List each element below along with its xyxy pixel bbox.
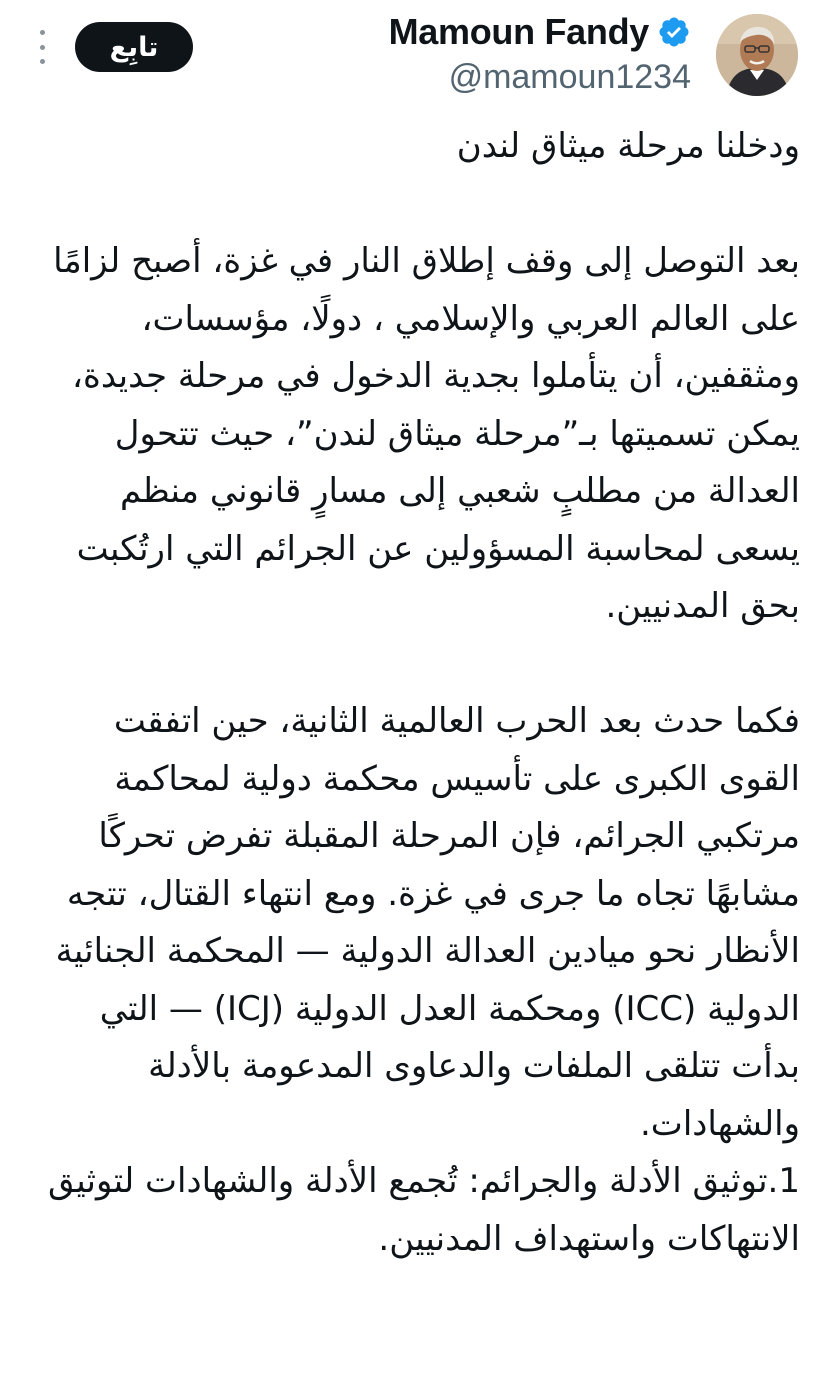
more-vertical-icon xyxy=(40,30,45,35)
more-dot xyxy=(40,59,45,64)
paragraph-gap xyxy=(36,636,800,694)
follow-button[interactable]: تابِع xyxy=(75,22,193,72)
more-options-button[interactable] xyxy=(28,30,56,64)
tweet-header xyxy=(0,0,824,110)
tweet-paragraph: فكما حدث بعد الحرب العالمية الثانية، حين اتفقت القوى الكبرى على تأسيس محكمة دولية لمحاكمة مرتكبي الجرائم، فإن المرحلة المقبلة تفرض تحركًا مشابهًا تجاه ما جرى في غزة. ومع انتهاء القتال، تتجه الأنظار نحو ميادين العدالة الدولية — المحكمة الجنائية الدولية (ICC) ومحكمة العدل الدولية (ICJ) — التي بدأت تتلقى الملفات والدعاوى المدعومة بالأدلة والشهادات. xyxy=(55,701,800,1144)
more-dot xyxy=(40,45,45,50)
paragraph-gap xyxy=(36,176,800,234)
tweet-paragraph: ودخلنا مرحلة ميثاق لندن xyxy=(456,126,800,166)
verified-badge-icon xyxy=(657,15,691,49)
avatar-photo xyxy=(716,14,798,96)
user-handle[interactable]: @mamoun1234 xyxy=(448,58,691,96)
author-info[interactable] xyxy=(389,8,691,97)
tweet-paragraph: بعد التوصل إلى وقف إطلاق النار في غزة، أصبح لزامًا على العالم العربي والإسلامي ، دولًا، مؤسسات، ومثقفين، أن يتأملوا بجدية الدخول في مرحلة جديدة، يمكن تسميتها بـ”مرحلة ميثاق لندن”، حيث تتحول العدالة من مطلبٍ شعبي إلى مسارٍ قانوني منظم يسعى لمحاسبة المسؤولين عن الجرائم التي ارتُكبت بحق المدنيين. xyxy=(53,241,800,626)
tweet-paragraph: 1.توثيق الأدلة والجرائم: تُجمع الأدلة والشهادات لتوثيق الانتهاكات واستهداف المدنيين. xyxy=(47,1161,800,1259)
display-name[interactable]: Mamoun Fandy xyxy=(388,11,649,52)
tweet-text xyxy=(36,118,800,1268)
name-row xyxy=(389,8,691,56)
avatar[interactable] xyxy=(716,14,798,96)
